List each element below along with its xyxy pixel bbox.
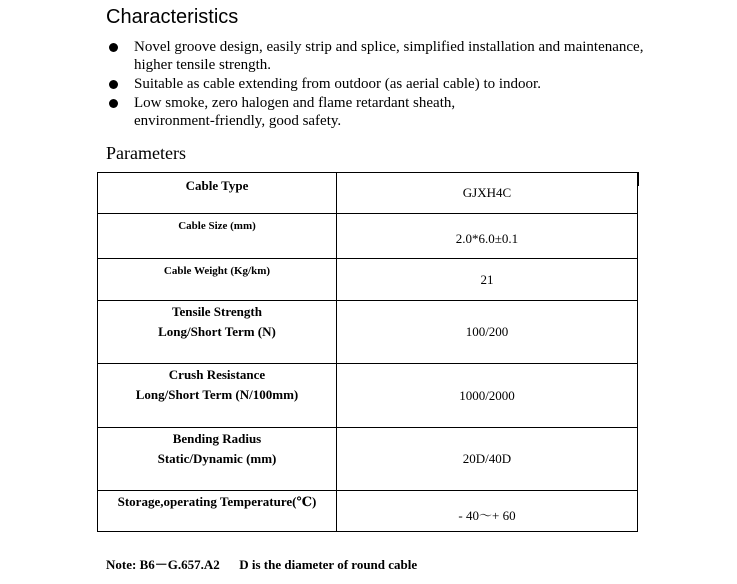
- table-row: [98, 214, 638, 259]
- param-label: [98, 214, 337, 259]
- bullet-icon: [109, 80, 118, 89]
- list-item-text: higher tensile strength.: [134, 57, 272, 73]
- table-row: [98, 364, 638, 428]
- bullet-icon: [109, 43, 118, 52]
- param-label: [98, 491, 337, 532]
- list-item: [106, 38, 706, 74]
- table-row: [98, 259, 638, 301]
- param-label: [98, 259, 337, 301]
- param-label-text: Long/Short Term (N): [158, 324, 276, 339]
- parameters-heading: Parameters: [106, 143, 186, 163]
- param-value: GJXH4C: [337, 173, 638, 214]
- param-label-text: Cable Type: [185, 178, 249, 193]
- table-row: [98, 491, 638, 532]
- param-value: 2.0*6.0±0.1: [337, 214, 638, 259]
- param-value: 1000/2000: [337, 364, 638, 428]
- param-label-text: Storage,operating Temperature(℃): [117, 494, 317, 509]
- param-label: [98, 173, 337, 214]
- table-row: [98, 428, 638, 491]
- param-label: [98, 364, 337, 428]
- list-item-text: Novel groove design, easily strip and splice, simplified installation and maintenance,: [134, 39, 644, 55]
- param-label-text: Static/Dynamic (mm): [157, 451, 277, 466]
- param-label-text: Long/Short Term (N/100mm): [135, 387, 299, 402]
- param-label: [98, 428, 337, 491]
- table-row: [98, 173, 638, 214]
- param-value: 100/200: [337, 301, 638, 364]
- table-edge-mark: [637, 172, 639, 186]
- list-item: [106, 75, 706, 93]
- param-value: 21: [337, 259, 638, 301]
- param-label-text: Cable Weight (Kg/km): [163, 265, 271, 277]
- param-label-text: Cable Size (mm): [178, 220, 256, 232]
- param-label-text: Tensile Strength: [172, 304, 262, 319]
- list-item: [106, 94, 706, 130]
- footnote: Note: B6－G.657.A2 D is the diameter of round cable: [106, 557, 418, 572]
- characteristics-heading: Characteristics: [106, 6, 239, 28]
- list-item-text: environment-friendly, good safety.: [134, 113, 342, 129]
- list-item-text: Low smoke, zero halogen and flame retardant sheath,: [134, 95, 456, 111]
- table-row: [98, 301, 638, 364]
- param-value: 20D/40D: [337, 428, 638, 491]
- bullet-icon: [109, 99, 118, 108]
- characteristics-list: [106, 38, 706, 131]
- param-label-text: Bending Radius: [172, 431, 262, 446]
- parameters-table: [97, 172, 638, 532]
- param-label-text: Crush Resistance: [168, 367, 266, 382]
- list-item-text: Suitable as cable extending from outdoor (as aerial cable) to indoor.: [134, 76, 541, 92]
- param-value: - 40～+ 60: [337, 491, 638, 532]
- param-label: [98, 301, 337, 364]
